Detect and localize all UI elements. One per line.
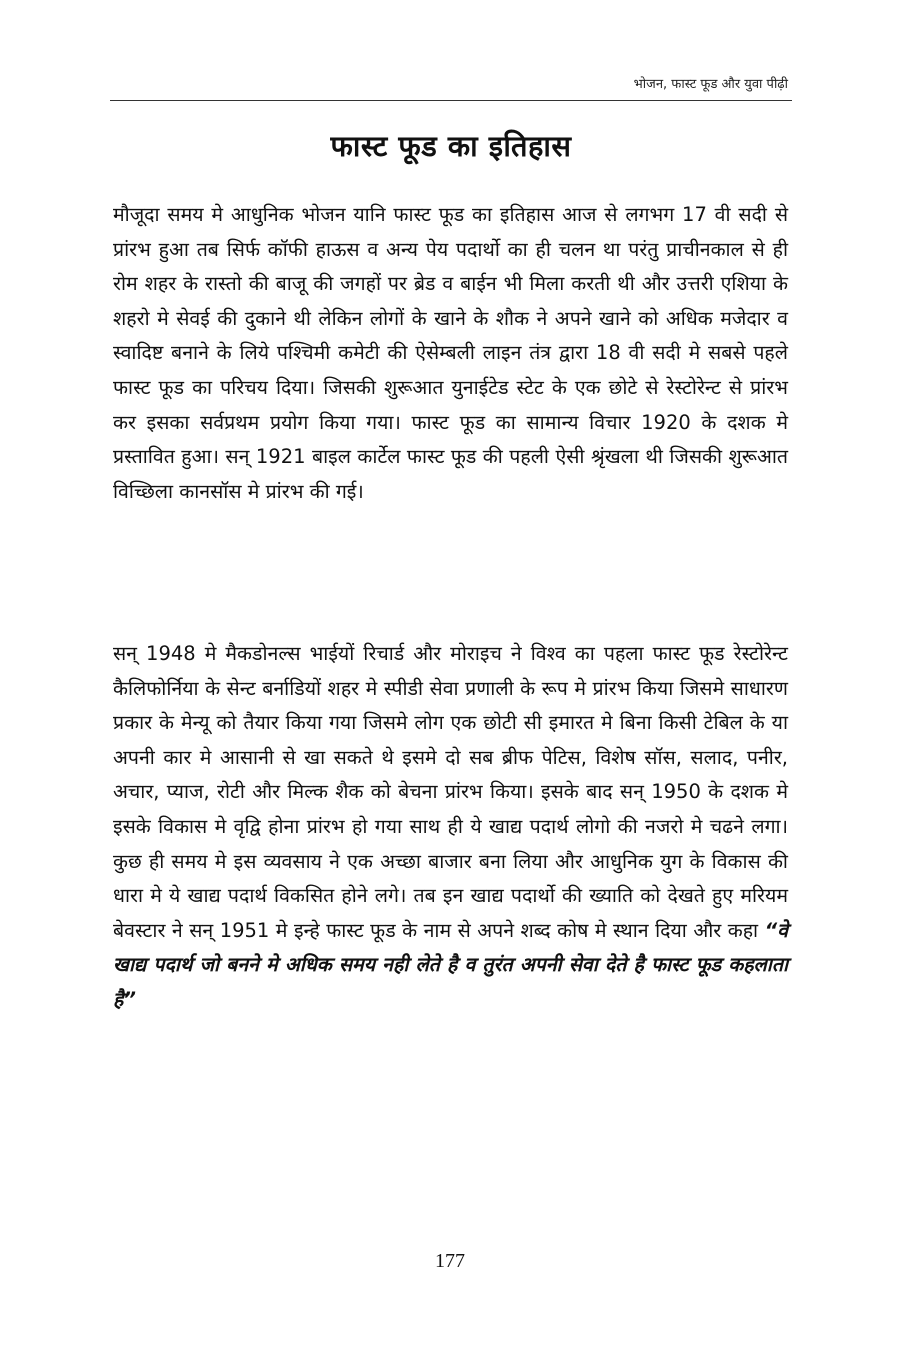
page-title: फास्ट फूड का इतिहास (330, 129, 572, 163)
paragraph-1: मौजूदा समय मे आधुनिक भोजन यानि फास्ट फूड का इतिहास आज से लगभग 17 वी सदी से प्रांरभ हुआ तब सिर्फ कॉफी हाऊस व अन्य पेय पदार्थो का ही चलन था परंतु प्राचीनकाल से ही रोम शहर के रास्तो की बाजू की जगहों पर ब्रेड व बाईन भी मिला करती थी और उत्तरी एशिया के शहरो मे सेवई की दुकाने थी लेकिन लोगों के खाने के शौक ने अपने खाने को अधिक मजेदार व स्वादिष्ट बनाने के लिये पश्चिमी कमेटी की ऐसेम्बली लाइन तंत्र द्वारा 18 वी सदी मे सबसे पहले फास्ट फूड का परिचय दिया। जिसकी शुरूआत युनाईटेड स्टेट के एक छोटे से रेस्टोरेन्ट से प्रांरभ कर इसका सर्वप्रथम प्रयोग किया गया। फास्ट फूड का सामान्य विचार 1920 के दशक मे प्रस्तावित हुआ। सन् 1921 बाइल कार्टेल फास्ट फूड की पहली ऐसी श्रृंखला थी जिसकी शुरूआत विच्छिला कानसॉस मे प्रांरभ की गई। (113, 203, 788, 503)
definition-quote: “वे खाद्य पदार्थ जो बनने मे अधिक समय नही लेते है व तुरंत अपनी सेवा देते है फास्ट फूड कहलाता है” (113, 918, 788, 1011)
page-number: 177 (435, 1250, 465, 1272)
header-divider (110, 100, 792, 101)
paragraph-2 (113, 637, 788, 1018)
running-header: भोजन, फास्ट फूड और युवा पीढ़ी (633, 77, 788, 92)
paragraph-2-text: सन् 1948 मे मैकडोनल्स भाईयों रिचार्ड और मोराइच ने विश्व का पहला फास्ट फूड रेस्टोरेन्ट कैलिफोर्निया के सेन्ट बर्नाडियों शहर मे स्पीडी सेवा प्रणाली के रूप मे प्रांरभ किया जिसमे साधारण प्रकार के मेन्यू को तैयार किया गया जिसमे लोग एक छोटी सी इमारत मे बिना किसी टेबिल के या अपनी कार मे आसानी से खा सकते थे इसमे दो सब ब्रीफ पेटिस, विशेष सॉस, सलाद, पनीर, अचार, प्याज, रोटी और मिल्क शैक को बेचना प्रांरभ किया। इसके बाद सन् 1950 के दशक मे इसके विकास मे वृद्वि होना प्रांरभ हो गया साथ ही ये खाद्य पदार्थ लोगो की नजरो मे चढने लगा। कुछ ही समय मे इस व्यवसाय ने एक अच्छा बाजार बना लिया और आधुनिक युग के विकास की धारा मे ये खाद्य पदार्थ विकसित होने लगे। तब इन खाद्य पदार्थो की ख्याति को देखते हुए मरियम बेवस्टार ने सन् 1951 मे इन्हे फास्ट फूड के नाम से अपने शब्द कोष मे स्थान दिया और कहा (113, 642, 788, 942)
